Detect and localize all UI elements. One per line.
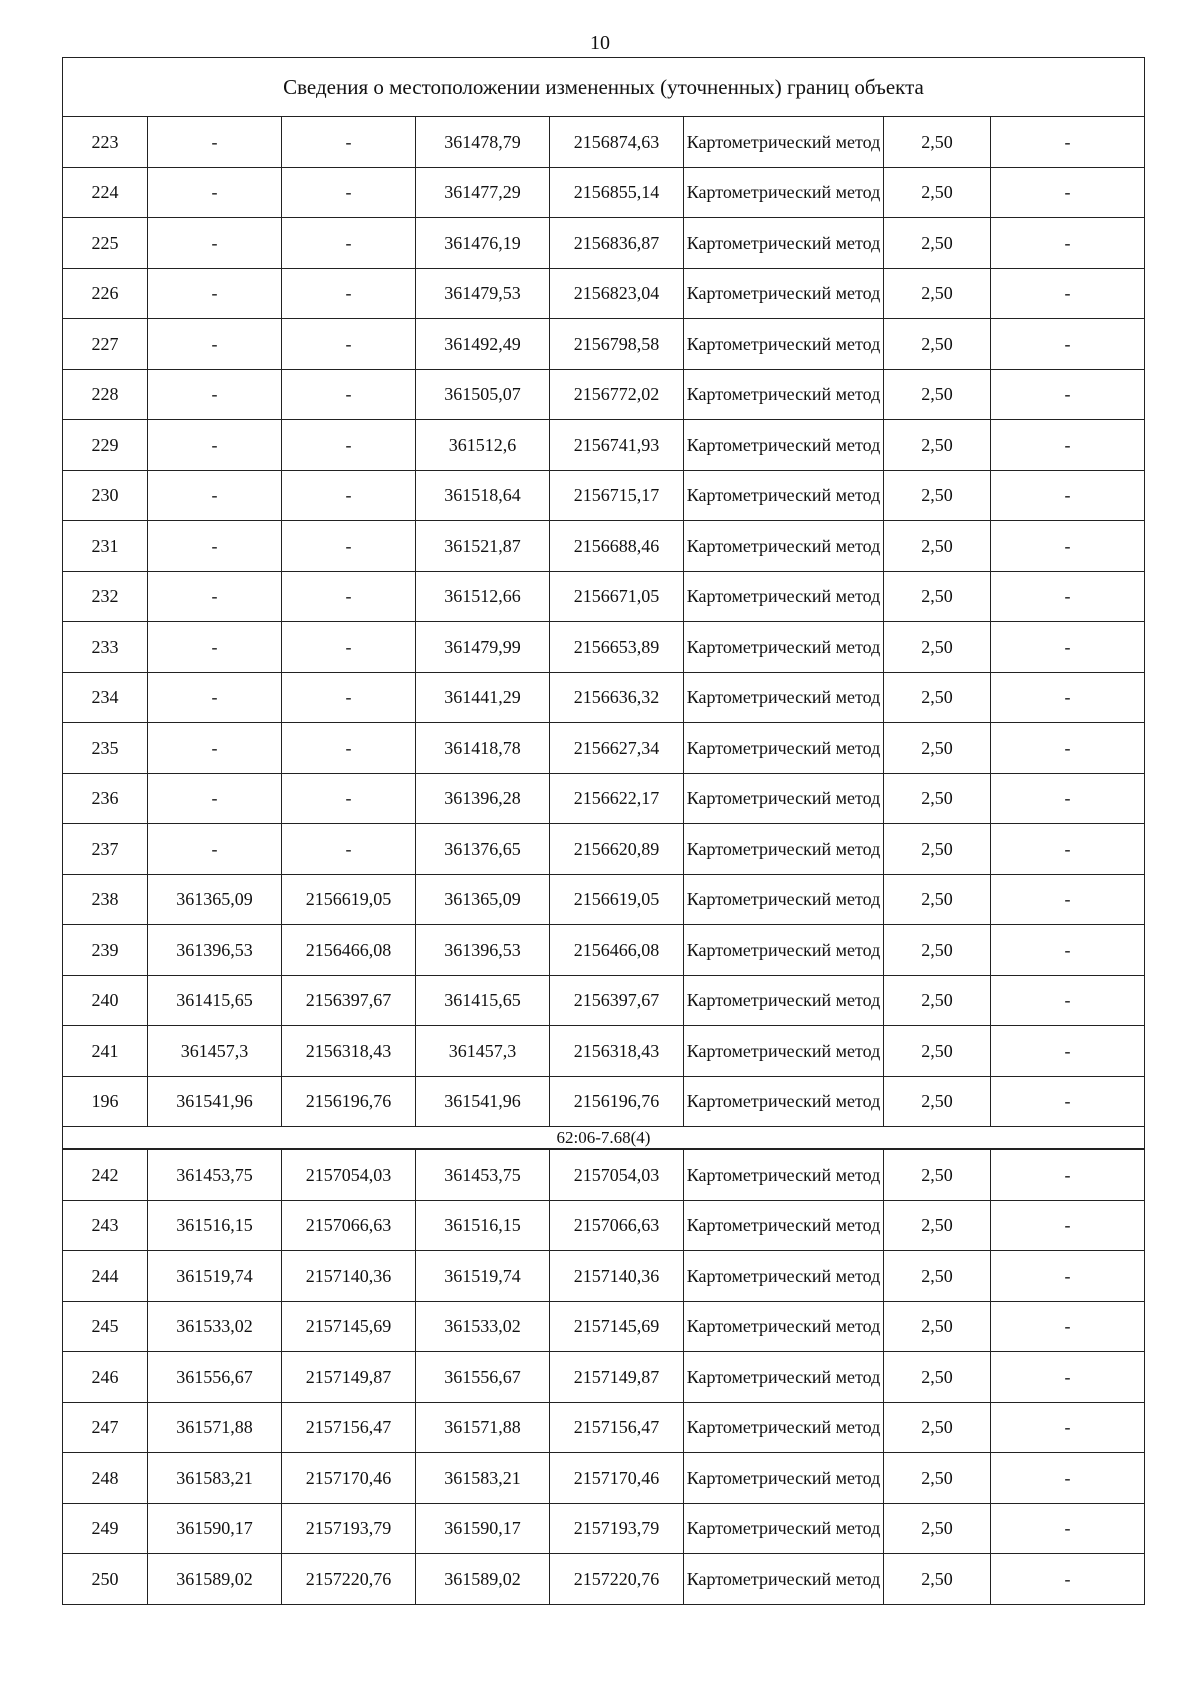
existing-x-cell: -	[148, 571, 282, 622]
refined-x-cell: 361396,28	[416, 773, 550, 824]
refined-y-cell: 2157066,63	[550, 1200, 684, 1251]
description-cell: -	[991, 925, 1145, 976]
existing-y-cell: -	[282, 319, 416, 370]
method-cell: Картометрический метод	[684, 1149, 884, 1200]
accuracy-cell: 2,50	[884, 1453, 991, 1504]
accuracy-cell: 2,50	[884, 1503, 991, 1554]
method-cell: Картометрический метод	[684, 117, 884, 168]
accuracy-cell: 2,50	[884, 975, 991, 1026]
refined-x-cell: 361396,53	[416, 925, 550, 976]
table-row	[63, 723, 1145, 774]
refined-x-cell: 361590,17	[416, 1503, 550, 1554]
existing-y-cell: 2157193,79	[282, 1503, 416, 1554]
refined-y-cell: 2156798,58	[550, 319, 684, 370]
table-row	[63, 268, 1145, 319]
accuracy-cell: 2,50	[884, 1026, 991, 1077]
accuracy-cell: 2,50	[884, 420, 991, 471]
refined-x-cell: 361583,21	[416, 1453, 550, 1504]
refined-x-cell: 361533,02	[416, 1301, 550, 1352]
existing-y-cell: 2157156,47	[282, 1402, 416, 1453]
existing-x-cell: -	[148, 521, 282, 572]
table-row	[63, 521, 1145, 572]
existing-y-cell: -	[282, 773, 416, 824]
refined-x-cell: 361505,07	[416, 369, 550, 420]
existing-y-cell: -	[282, 218, 416, 269]
existing-y-cell: -	[282, 268, 416, 319]
accuracy-cell: 2,50	[884, 1402, 991, 1453]
point-number-cell: 245	[63, 1301, 148, 1352]
refined-y-cell: 2156741,93	[550, 420, 684, 471]
accuracy-cell: 2,50	[884, 571, 991, 622]
accuracy-cell: 2,50	[884, 622, 991, 673]
accuracy-cell: 2,50	[884, 1352, 991, 1403]
table-row	[63, 218, 1145, 269]
refined-x-cell: 361477,29	[416, 167, 550, 218]
table-row	[63, 975, 1145, 1026]
refined-y-cell: 2156619,05	[550, 874, 684, 925]
method-cell: Картометрический метод	[684, 1026, 884, 1077]
method-cell: Картометрический метод	[684, 1301, 884, 1352]
existing-y-cell: -	[282, 622, 416, 673]
accuracy-cell: 2,50	[884, 470, 991, 521]
method-cell: Картометрический метод	[684, 1352, 884, 1403]
description-cell: -	[991, 622, 1145, 673]
existing-x-cell: -	[148, 723, 282, 774]
table-row	[63, 117, 1145, 168]
refined-x-cell: 361376,65	[416, 824, 550, 875]
refined-x-cell: 361492,49	[416, 319, 550, 370]
table-row	[63, 319, 1145, 370]
refined-y-cell: 2157149,87	[550, 1352, 684, 1403]
existing-x-cell: -	[148, 420, 282, 471]
table-row	[63, 1554, 1145, 1605]
table-row	[63, 369, 1145, 420]
point-number-cell: 239	[63, 925, 148, 976]
existing-y-cell: 2157054,03	[282, 1149, 416, 1200]
existing-x-cell: -	[148, 672, 282, 723]
method-cell: Картометрический метод	[684, 420, 884, 471]
point-number-cell: 247	[63, 1402, 148, 1453]
existing-x-cell: -	[148, 167, 282, 218]
refined-x-cell: 361512,66	[416, 571, 550, 622]
accuracy-cell: 2,50	[884, 723, 991, 774]
point-number-cell: 246	[63, 1352, 148, 1403]
method-cell: Картометрический метод	[684, 470, 884, 521]
description-cell: -	[991, 470, 1145, 521]
point-number-cell: 226	[63, 268, 148, 319]
point-number-cell: 229	[63, 420, 148, 471]
description-cell: -	[991, 117, 1145, 168]
description-cell: -	[991, 420, 1145, 471]
refined-y-cell: 2157220,76	[550, 1554, 684, 1605]
table-row	[63, 1503, 1145, 1554]
method-cell: Картометрический метод	[684, 571, 884, 622]
description-cell: -	[991, 369, 1145, 420]
description-cell: -	[991, 773, 1145, 824]
table-row	[63, 672, 1145, 723]
method-cell: Картометрический метод	[684, 1503, 884, 1554]
table-row	[63, 824, 1145, 875]
point-number-cell: 236	[63, 773, 148, 824]
method-cell: Картометрический метод	[684, 218, 884, 269]
accuracy-cell: 2,50	[884, 925, 991, 976]
refined-x-cell: 361589,02	[416, 1554, 550, 1605]
existing-x-cell: -	[148, 470, 282, 521]
refined-x-cell: 361479,99	[416, 622, 550, 673]
existing-y-cell: 2156397,67	[282, 975, 416, 1026]
point-number-cell: 250	[63, 1554, 148, 1605]
page-number: 10	[590, 32, 610, 54]
refined-y-cell: 2156715,17	[550, 470, 684, 521]
method-cell: Картометрический метод	[684, 672, 884, 723]
refined-y-cell: 2156772,02	[550, 369, 684, 420]
table-row	[63, 925, 1145, 976]
method-cell: Картометрический метод	[684, 1402, 884, 1453]
point-number-cell: 235	[63, 723, 148, 774]
refined-y-cell: 2156466,08	[550, 925, 684, 976]
table-row	[63, 1301, 1145, 1352]
refined-x-cell: 361512,6	[416, 420, 550, 471]
accuracy-cell: 2,50	[884, 1200, 991, 1251]
method-cell: Картометрический метод	[684, 622, 884, 673]
accuracy-cell: 2,50	[884, 117, 991, 168]
existing-x-cell: 361365,09	[148, 874, 282, 925]
existing-y-cell: 2156619,05	[282, 874, 416, 925]
description-cell: -	[991, 1554, 1145, 1605]
point-number-cell: 240	[63, 975, 148, 1026]
accuracy-cell: 2,50	[884, 1554, 991, 1605]
boundary-coordinates-table	[62, 57, 1145, 1605]
refined-y-cell: 2156823,04	[550, 268, 684, 319]
point-number-cell: 233	[63, 622, 148, 673]
accuracy-cell: 2,50	[884, 319, 991, 370]
description-cell: -	[991, 1026, 1145, 1077]
existing-y-cell: 2157145,69	[282, 1301, 416, 1352]
accuracy-cell: 2,50	[884, 369, 991, 420]
existing-y-cell: -	[282, 824, 416, 875]
refined-y-cell: 2156671,05	[550, 571, 684, 622]
refined-y-cell: 2157156,47	[550, 1402, 684, 1453]
method-cell: Картометрический метод	[684, 369, 884, 420]
refined-y-cell: 2156636,32	[550, 672, 684, 723]
point-number-cell: 238	[63, 874, 148, 925]
existing-x-cell: 361453,75	[148, 1149, 282, 1200]
existing-y-cell: -	[282, 723, 416, 774]
description-cell: -	[991, 1402, 1145, 1453]
refined-x-cell: 361415,65	[416, 975, 550, 1026]
existing-x-cell: 361516,15	[148, 1200, 282, 1251]
refined-x-cell: 361365,09	[416, 874, 550, 925]
point-number-cell: 248	[63, 1453, 148, 1504]
refined-x-cell: 361476,19	[416, 218, 550, 269]
refined-x-cell: 361519,74	[416, 1251, 550, 1302]
refined-x-cell: 361478,79	[416, 117, 550, 168]
point-number-cell: 224	[63, 167, 148, 218]
existing-y-cell: 2157149,87	[282, 1352, 416, 1403]
method-cell: Картометрический метод	[684, 521, 884, 572]
accuracy-cell: 2,50	[884, 218, 991, 269]
refined-x-cell: 361556,67	[416, 1352, 550, 1403]
existing-y-cell: 2157140,36	[282, 1251, 416, 1302]
table-row	[63, 1251, 1145, 1302]
existing-x-cell: 361457,3	[148, 1026, 282, 1077]
existing-x-cell: 361533,02	[148, 1301, 282, 1352]
existing-x-cell: -	[148, 369, 282, 420]
table-row	[63, 874, 1145, 925]
method-cell: Картометрический метод	[684, 975, 884, 1026]
refined-y-cell: 2157140,36	[550, 1251, 684, 1302]
table-title: Сведения о местоположении измененных (уточненных) границ объекта	[63, 58, 1145, 117]
description-cell: -	[991, 268, 1145, 319]
description-cell: -	[991, 1503, 1145, 1554]
existing-y-cell: 2156318,43	[282, 1026, 416, 1077]
existing-x-cell: 361571,88	[148, 1402, 282, 1453]
refined-y-cell: 2156627,34	[550, 723, 684, 774]
table-row	[63, 1026, 1145, 1077]
point-number-cell: 249	[63, 1503, 148, 1554]
description-cell: -	[991, 1453, 1145, 1504]
accuracy-cell: 2,50	[884, 1251, 991, 1302]
refined-y-cell: 2157054,03	[550, 1149, 684, 1200]
accuracy-cell: 2,50	[884, 874, 991, 925]
method-cell: Картометрический метод	[684, 874, 884, 925]
existing-x-cell: -	[148, 824, 282, 875]
point-number-cell: 243	[63, 1200, 148, 1251]
existing-x-cell: -	[148, 622, 282, 673]
existing-x-cell: 361589,02	[148, 1554, 282, 1605]
existing-y-cell: 2156466,08	[282, 925, 416, 976]
table-row	[63, 622, 1145, 673]
refined-y-cell: 2156397,67	[550, 975, 684, 1026]
accuracy-cell: 2,50	[884, 1149, 991, 1200]
existing-y-cell: -	[282, 571, 416, 622]
accuracy-cell: 2,50	[884, 1076, 991, 1127]
refined-x-cell: 361418,78	[416, 723, 550, 774]
existing-y-cell: -	[282, 521, 416, 572]
existing-y-cell: 2157220,76	[282, 1554, 416, 1605]
existing-x-cell: 361590,17	[148, 1503, 282, 1554]
refined-x-cell: 361479,53	[416, 268, 550, 319]
point-number-cell: 230	[63, 470, 148, 521]
existing-x-cell: 361541,96	[148, 1076, 282, 1127]
description-cell: -	[991, 218, 1145, 269]
refined-y-cell: 2156874,63	[550, 117, 684, 168]
existing-x-cell: 361415,65	[148, 975, 282, 1026]
point-number-cell: 237	[63, 824, 148, 875]
accuracy-cell: 2,50	[884, 268, 991, 319]
point-number-cell: 196	[63, 1076, 148, 1127]
refined-x-cell: 361541,96	[416, 1076, 550, 1127]
refined-y-cell: 2157170,46	[550, 1453, 684, 1504]
method-cell: Картометрический метод	[684, 824, 884, 875]
method-cell: Картометрический метод	[684, 925, 884, 976]
description-cell: -	[991, 571, 1145, 622]
existing-y-cell: -	[282, 672, 416, 723]
accuracy-cell: 2,50	[884, 1301, 991, 1352]
description-cell: -	[991, 975, 1145, 1026]
refined-y-cell: 2156855,14	[550, 167, 684, 218]
description-cell: -	[991, 1076, 1145, 1127]
table-row	[63, 1076, 1145, 1127]
existing-x-cell: 361396,53	[148, 925, 282, 976]
refined-x-cell: 361457,3	[416, 1026, 550, 1077]
existing-y-cell: 2157066,63	[282, 1200, 416, 1251]
description-cell: -	[991, 723, 1145, 774]
existing-x-cell: 361583,21	[148, 1453, 282, 1504]
method-cell: Картометрический метод	[684, 1251, 884, 1302]
table-row	[63, 1149, 1145, 1200]
refined-y-cell: 2156620,89	[550, 824, 684, 875]
description-cell: -	[991, 824, 1145, 875]
description-cell: -	[991, 1251, 1145, 1302]
existing-y-cell: -	[282, 369, 416, 420]
refined-y-cell: 2156653,89	[550, 622, 684, 673]
method-cell: Картометрический метод	[684, 723, 884, 774]
method-cell: Картометрический метод	[684, 319, 884, 370]
point-number-cell: 232	[63, 571, 148, 622]
refined-y-cell: 2156622,17	[550, 773, 684, 824]
point-number-cell: 244	[63, 1251, 148, 1302]
existing-y-cell: 2157170,46	[282, 1453, 416, 1504]
table-row	[63, 1352, 1145, 1403]
existing-x-cell: -	[148, 218, 282, 269]
existing-y-cell: -	[282, 117, 416, 168]
description-cell: -	[991, 1149, 1145, 1200]
description-cell: -	[991, 1200, 1145, 1251]
accuracy-cell: 2,50	[884, 672, 991, 723]
refined-y-cell: 2156318,43	[550, 1026, 684, 1077]
table-row	[63, 167, 1145, 218]
description-cell: -	[991, 319, 1145, 370]
refined-x-cell: 361521,87	[416, 521, 550, 572]
method-cell: Картометрический метод	[684, 1076, 884, 1127]
method-cell: Картометрический метод	[684, 773, 884, 824]
method-cell: Картометрический метод	[684, 1554, 884, 1605]
description-cell: -	[991, 874, 1145, 925]
accuracy-cell: 2,50	[884, 167, 991, 218]
point-number-cell: 241	[63, 1026, 148, 1077]
accuracy-cell: 2,50	[884, 521, 991, 572]
table-row	[63, 571, 1145, 622]
existing-x-cell: 361519,74	[148, 1251, 282, 1302]
table-row	[63, 470, 1145, 521]
table-row	[63, 420, 1145, 471]
existing-x-cell: -	[148, 117, 282, 168]
existing-y-cell: -	[282, 167, 416, 218]
point-number-cell: 231	[63, 521, 148, 572]
method-cell: Картометрический метод	[684, 1453, 884, 1504]
existing-x-cell: -	[148, 773, 282, 824]
refined-y-cell: 2156688,46	[550, 521, 684, 572]
table-row	[63, 1453, 1145, 1504]
method-cell: Картометрический метод	[684, 167, 884, 218]
description-cell: -	[991, 521, 1145, 572]
existing-y-cell: -	[282, 470, 416, 521]
existing-x-cell: -	[148, 319, 282, 370]
existing-x-cell: -	[148, 268, 282, 319]
refined-x-cell: 361516,15	[416, 1200, 550, 1251]
section-row	[63, 1127, 1145, 1150]
method-cell: Картометрический метод	[684, 1200, 884, 1251]
table-row	[63, 773, 1145, 824]
refined-x-cell: 361453,75	[416, 1149, 550, 1200]
cadastral-section-label: 62:06-7.68(4)	[63, 1127, 1145, 1150]
description-cell: -	[991, 1352, 1145, 1403]
point-number-cell: 242	[63, 1149, 148, 1200]
description-cell: -	[991, 1301, 1145, 1352]
table-row	[63, 1402, 1145, 1453]
existing-y-cell: -	[282, 420, 416, 471]
refined-y-cell: 2157193,79	[550, 1503, 684, 1554]
refined-x-cell: 361571,88	[416, 1402, 550, 1453]
point-number-cell: 223	[63, 117, 148, 168]
description-cell: -	[991, 167, 1145, 218]
accuracy-cell: 2,50	[884, 824, 991, 875]
refined-x-cell: 361518,64	[416, 470, 550, 521]
point-number-cell: 228	[63, 369, 148, 420]
description-cell: -	[991, 672, 1145, 723]
method-cell: Картометрический метод	[684, 268, 884, 319]
refined-y-cell: 2157145,69	[550, 1301, 684, 1352]
point-number-cell: 225	[63, 218, 148, 269]
table-title-row	[63, 58, 1145, 117]
refined-y-cell: 2156196,76	[550, 1076, 684, 1127]
existing-x-cell: 361556,67	[148, 1352, 282, 1403]
table-row	[63, 1200, 1145, 1251]
point-number-cell: 234	[63, 672, 148, 723]
refined-x-cell: 361441,29	[416, 672, 550, 723]
point-number-cell: 227	[63, 319, 148, 370]
accuracy-cell: 2,50	[884, 773, 991, 824]
existing-y-cell: 2156196,76	[282, 1076, 416, 1127]
refined-y-cell: 2156836,87	[550, 218, 684, 269]
